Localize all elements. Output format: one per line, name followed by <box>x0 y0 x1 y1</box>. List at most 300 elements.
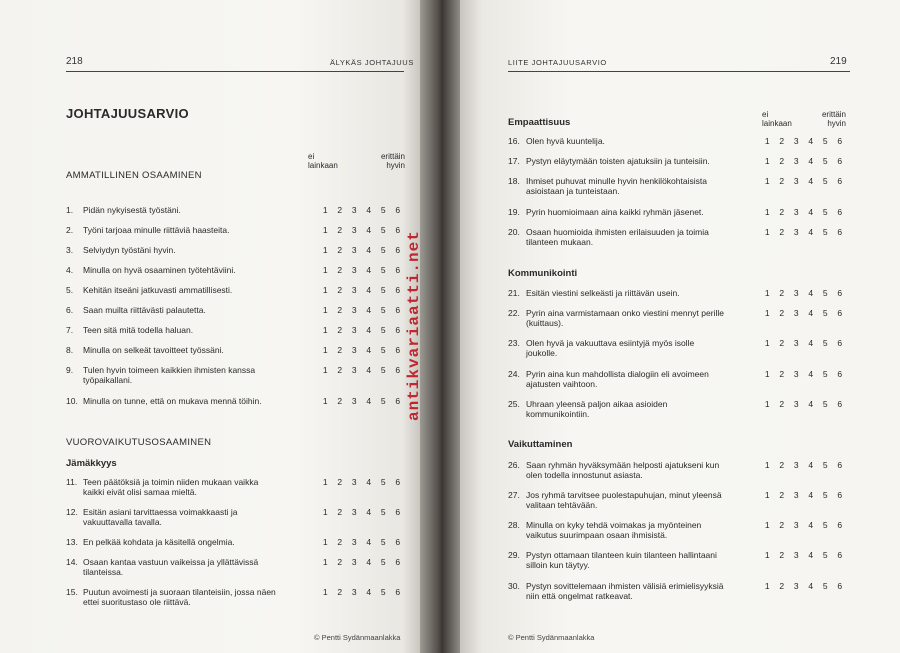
rating-option[interactable]: 3 <box>351 477 357 487</box>
rating-option[interactable]: 2 <box>337 325 343 335</box>
rating-option[interactable]: 3 <box>351 285 357 295</box>
subsection-heading: Jämäkkyys <box>66 458 117 469</box>
rating-option[interactable]: 5 <box>822 136 828 146</box>
rating-option[interactable]: 3 <box>351 265 357 275</box>
rating-option[interactable]: 6 <box>837 176 843 186</box>
rating-option[interactable]: 2 <box>779 207 785 217</box>
rating-option[interactable]: 5 <box>822 207 828 217</box>
question-text-line: Ihmiset puhuvat minulle hyvin henkilökohtaisista <box>526 176 707 186</box>
rating-option[interactable]: 1 <box>322 325 328 335</box>
rating-option[interactable]: 6 <box>837 369 843 379</box>
rating-option[interactable]: 5 <box>822 176 828 186</box>
rating-option[interactable]: 4 <box>808 227 814 237</box>
rating-option[interactable]: 4 <box>808 369 814 379</box>
rating-option[interactable]: 5 <box>822 308 828 318</box>
rating-option[interactable]: 5 <box>380 507 386 517</box>
question-number: 5. <box>66 285 74 295</box>
rating-option[interactable]: 5 <box>822 490 828 500</box>
rating-option[interactable]: 4 <box>366 325 372 335</box>
rating-option[interactable]: 2 <box>779 227 785 237</box>
rating-option[interactable]: 5 <box>822 399 828 409</box>
question-row <box>66 397 406 407</box>
question-number: 24. <box>508 369 520 379</box>
running-head-left: ÄLYKÄS JOHTAJUUS <box>330 58 414 67</box>
question-text <box>83 226 229 236</box>
rating-option[interactable]: 3 <box>793 176 799 186</box>
rating-option[interactable]: 5 <box>380 325 386 335</box>
rating-option[interactable]: 2 <box>779 550 785 560</box>
page-title: JOHTAJUUSARVIO <box>66 106 189 121</box>
watermark-stamp: antikvariaatti.net <box>405 230 423 421</box>
question-row <box>508 177 853 197</box>
question-text-line: Olen hyvä ja vakuuttava esiintyjä myös isolle <box>526 338 695 348</box>
rating-option[interactable]: 3 <box>351 587 357 597</box>
question-text-line: Selviydyn työstäni hyvin. <box>83 245 176 255</box>
rating-option[interactable]: 5 <box>822 288 828 298</box>
rating-option[interactable]: 6 <box>395 396 401 406</box>
rating-option[interactable]: 2 <box>779 136 785 146</box>
rating-scale[interactable] <box>318 246 405 256</box>
rating-scale[interactable] <box>760 339 847 349</box>
question-text-line: Minulla on kyky tehdä voimakas ja myönteinen <box>526 520 702 530</box>
rating-option[interactable]: 6 <box>395 477 401 487</box>
rating-option[interactable]: 3 <box>351 345 357 355</box>
rating-scale[interactable] <box>318 478 405 488</box>
rating-option[interactable]: 1 <box>322 305 328 315</box>
rating-option[interactable]: 5 <box>380 245 386 255</box>
rating-scale[interactable] <box>760 157 847 167</box>
question-text-line: Teen sitä mitä todella haluan. <box>83 325 194 335</box>
rating-option[interactable]: 1 <box>322 225 328 235</box>
question-text <box>83 246 176 256</box>
rating-scale[interactable] <box>318 306 405 316</box>
question-row <box>508 491 853 511</box>
rating-option[interactable]: 5 <box>822 227 828 237</box>
question-text-line: Pyrin huomioimaan aina kaikki ryhmän jäsenet. <box>526 207 704 217</box>
question-row <box>508 309 853 329</box>
rating-option[interactable]: 3 <box>793 308 799 318</box>
rating-option[interactable]: 4 <box>366 396 372 406</box>
rating-option[interactable]: 1 <box>322 396 328 406</box>
rating-option[interactable]: 3 <box>793 581 799 591</box>
question-text-line: Esitän asiani tarvittaessa voimakkaasti ja <box>83 507 238 517</box>
question-text-line: silloin kun täytyy. <box>526 559 590 570</box>
rating-option[interactable]: 2 <box>779 176 785 186</box>
rating-option[interactable]: 5 <box>380 477 386 487</box>
scale-high-label: erittäin hyvin <box>380 152 405 170</box>
rating-option[interactable]: 1 <box>322 265 328 275</box>
rating-option[interactable]: 3 <box>351 365 357 375</box>
left-page <box>0 0 420 653</box>
rating-option[interactable]: 3 <box>793 207 799 217</box>
rating-option[interactable]: 5 <box>380 557 386 567</box>
rating-scale[interactable] <box>318 286 405 296</box>
rating-option[interactable]: 2 <box>779 369 785 379</box>
rating-option[interactable]: 4 <box>808 490 814 500</box>
rating-option[interactable]: 2 <box>779 581 785 591</box>
rating-option[interactable]: 2 <box>779 460 785 470</box>
question-text <box>526 208 704 218</box>
rating-option[interactable]: 3 <box>351 537 357 547</box>
rating-option[interactable]: 3 <box>351 205 357 215</box>
question-number: 29. <box>508 550 520 560</box>
rating-option[interactable]: 4 <box>808 460 814 470</box>
question-text-line: Pystyn eläytymään toisten ajatuksiin ja tunteisiin. <box>526 156 710 166</box>
rating-option[interactable]: 6 <box>395 537 401 547</box>
question-text-line: Pystyn sovittelemaan ihmisten välisiä erimielisyyksiä <box>526 581 724 591</box>
question-text <box>83 538 235 548</box>
rating-option[interactable]: 1 <box>322 587 328 597</box>
question-text-line: Pyrin aina varmistamaan onko viestini mennyt perille <box>526 308 724 318</box>
rating-option[interactable]: 1 <box>322 477 328 487</box>
rating-option[interactable]: 6 <box>395 345 401 355</box>
rating-option[interactable]: 6 <box>395 245 401 255</box>
rating-option[interactable]: 4 <box>366 507 372 517</box>
question-text-line: tilanteen mukaan. <box>526 236 594 247</box>
question-row <box>508 461 853 481</box>
rating-option[interactable]: 1 <box>764 460 770 470</box>
question-row <box>66 286 406 296</box>
rating-option[interactable]: 2 <box>779 338 785 348</box>
question-row <box>66 306 406 316</box>
question-text-line: kommunikointiin. <box>526 408 590 419</box>
rating-option[interactable]: 6 <box>395 325 401 335</box>
question-text-line: Osaan huomioida ihmisten erilaisuuden ja toimia <box>526 227 709 237</box>
question-number: 8. <box>66 345 74 355</box>
rating-option[interactable]: 4 <box>366 537 372 547</box>
question-row <box>66 206 406 216</box>
question-row <box>508 228 853 248</box>
rating-option[interactable]: 3 <box>793 460 799 470</box>
rating-option[interactable]: 6 <box>837 308 843 318</box>
rating-option[interactable]: 4 <box>366 365 372 375</box>
rating-option[interactable]: 6 <box>837 581 843 591</box>
question-text-line: Tulen hyvin toimeen kaikkien ihmisten kanssa <box>83 365 256 375</box>
question-row <box>66 558 406 578</box>
rating-option[interactable]: 4 <box>808 550 814 560</box>
rating-option[interactable]: 3 <box>793 490 799 500</box>
question-number: 23. <box>508 338 520 348</box>
rating-scale[interactable] <box>760 208 847 218</box>
rating-option[interactable]: 6 <box>837 490 843 500</box>
rating-option[interactable]: 2 <box>337 557 343 567</box>
rating-scale[interactable] <box>318 508 405 518</box>
question-text <box>83 206 181 216</box>
rating-option[interactable]: 5 <box>380 365 386 375</box>
rating-option[interactable]: 1 <box>764 369 770 379</box>
rating-option[interactable]: 4 <box>808 176 814 186</box>
rating-option[interactable]: 3 <box>351 557 357 567</box>
question-text-line: Minulla on hyvä osaaminen työtehtäviini. <box>83 265 236 275</box>
rating-option[interactable]: 5 <box>822 338 828 348</box>
rating-scale[interactable] <box>318 226 405 236</box>
rating-option[interactable]: 6 <box>837 156 843 166</box>
rating-option[interactable]: 6 <box>395 557 401 567</box>
question-text-line: Kehitän itseäni jatkuvasti ammatillisesti. <box>83 285 233 295</box>
rating-option[interactable]: 3 <box>351 325 357 335</box>
rating-option[interactable]: 2 <box>779 156 785 166</box>
rating-option[interactable]: 6 <box>837 288 843 298</box>
rating-option[interactable]: 4 <box>366 345 372 355</box>
rating-option[interactable]: 6 <box>395 265 401 275</box>
question-text-line: Esitän viestini selkeästi ja riittävän usein. <box>526 288 680 298</box>
question-text-line: kaikki eivät olisi samaa mieltä. <box>83 486 197 497</box>
rating-option[interactable]: 6 <box>395 285 401 295</box>
rating-option[interactable]: 4 <box>808 156 814 166</box>
question-row <box>66 538 406 548</box>
rating-option[interactable]: 1 <box>322 537 328 547</box>
rating-option[interactable]: 1 <box>764 136 770 146</box>
rating-option[interactable]: 5 <box>380 537 386 547</box>
rating-option[interactable]: 2 <box>337 285 343 295</box>
rating-option[interactable]: 5 <box>380 225 386 235</box>
rating-option[interactable]: 3 <box>351 396 357 406</box>
rating-option[interactable]: 1 <box>322 205 328 215</box>
rating-option[interactable]: 2 <box>779 288 785 298</box>
question-text <box>83 266 236 276</box>
question-number: 12. <box>66 507 78 517</box>
rating-scale[interactable] <box>318 366 405 376</box>
question-text <box>83 286 232 296</box>
rating-option[interactable]: 1 <box>322 365 328 375</box>
rating-option[interactable]: 1 <box>764 520 770 530</box>
rating-option[interactable]: 5 <box>822 581 828 591</box>
rating-option[interactable]: 4 <box>808 581 814 591</box>
rating-option[interactable]: 1 <box>764 581 770 591</box>
rating-option[interactable]: 1 <box>322 285 328 295</box>
question-number: 6. <box>66 305 74 315</box>
rating-option[interactable]: 5 <box>822 460 828 470</box>
rating-option[interactable]: 1 <box>764 156 770 166</box>
question-text-line: valitaan tehtävään. <box>526 499 598 510</box>
question-text <box>526 289 680 299</box>
rating-option[interactable]: 5 <box>380 285 386 295</box>
rating-option[interactable]: 5 <box>380 305 386 315</box>
rating-option[interactable]: 4 <box>366 557 372 567</box>
rating-scale[interactable] <box>760 521 847 531</box>
question-number: 17. <box>508 156 520 166</box>
rating-option[interactable]: 5 <box>822 156 828 166</box>
question-text <box>83 306 206 316</box>
question-number: 30. <box>508 581 520 591</box>
rating-option[interactable]: 3 <box>793 288 799 298</box>
rating-option[interactable]: 6 <box>837 550 843 560</box>
question-text-line: olen todella innostunut asiasta. <box>526 469 643 480</box>
rating-option[interactable]: 2 <box>779 308 785 318</box>
rating-option[interactable]: 1 <box>764 288 770 298</box>
rating-option[interactable]: 6 <box>837 338 843 348</box>
rating-option[interactable]: 6 <box>837 520 843 530</box>
rating-option[interactable]: 6 <box>837 460 843 470</box>
rating-scale[interactable] <box>760 491 847 501</box>
copyright-text: © Pentti Sydänmaanlakka <box>314 633 401 642</box>
rating-option[interactable]: 3 <box>793 369 799 379</box>
rating-option[interactable]: 4 <box>808 308 814 318</box>
rating-option[interactable]: 4 <box>808 338 814 348</box>
rating-option[interactable]: 4 <box>366 245 372 255</box>
question-number: 28. <box>508 520 520 530</box>
rating-option[interactable]: 1 <box>322 507 328 517</box>
question-number: 14. <box>66 557 78 567</box>
rating-option[interactable]: 2 <box>337 205 343 215</box>
rating-option[interactable]: 6 <box>837 207 843 217</box>
rating-option[interactable]: 5 <box>822 520 828 530</box>
rating-scale[interactable] <box>760 582 847 592</box>
rating-option[interactable]: 6 <box>837 399 843 409</box>
question-text <box>526 461 719 480</box>
rating-option[interactable]: 5 <box>380 265 386 275</box>
right-page <box>460 0 900 653</box>
question-number: 4. <box>66 265 74 275</box>
question-text-line: Saan muilta riittävästi palautetta. <box>83 305 206 315</box>
rating-option[interactable]: 2 <box>337 537 343 547</box>
rating-scale[interactable] <box>760 137 847 147</box>
rating-option[interactable]: 6 <box>395 205 401 215</box>
rating-scale[interactable] <box>760 289 847 299</box>
rating-option[interactable]: 5 <box>822 369 828 379</box>
rating-scale[interactable] <box>760 370 847 380</box>
question-text-line: Olen hyvä kuuntelija. <box>526 136 605 146</box>
question-text-line: vakuuttavalla tavalla. <box>83 516 162 527</box>
rating-option[interactable]: 3 <box>793 399 799 409</box>
rating-option[interactable]: 1 <box>322 557 328 567</box>
rating-option[interactable]: 2 <box>337 225 343 235</box>
rating-option[interactable]: 6 <box>837 136 843 146</box>
rating-option[interactable]: 2 <box>337 265 343 275</box>
rating-option[interactable]: 3 <box>793 520 799 530</box>
rating-option[interactable]: 1 <box>764 399 770 409</box>
question-number: 7. <box>66 325 74 335</box>
rating-option[interactable]: 4 <box>366 305 372 315</box>
question-text-line: työpaikallani. <box>83 374 133 385</box>
rating-option[interactable]: 4 <box>366 205 372 215</box>
rating-option[interactable]: 2 <box>337 507 343 517</box>
rating-scale[interactable] <box>760 400 847 410</box>
question-text <box>526 157 710 167</box>
question-number: 2. <box>66 225 74 235</box>
running-head-right: LIITE JOHTAJUUSARVIO <box>508 58 607 67</box>
rating-scale[interactable] <box>760 177 847 187</box>
rating-option[interactable]: 2 <box>779 520 785 530</box>
rating-option[interactable]: 6 <box>837 227 843 237</box>
rating-option[interactable]: 1 <box>764 176 770 186</box>
section-heading: AMMATILLINEN OSAAMINEN <box>66 170 202 181</box>
rating-scale[interactable] <box>318 266 405 276</box>
rating-scale[interactable] <box>760 461 847 471</box>
question-text-line: tilanteissa. <box>83 566 124 577</box>
rating-option[interactable]: 4 <box>366 477 372 487</box>
rating-option[interactable]: 1 <box>322 345 328 355</box>
rating-option[interactable]: 4 <box>808 399 814 409</box>
question-text-line: Pyrin aina kun mahdollista dialogiin eli avoimeen <box>526 369 709 379</box>
question-row <box>66 326 406 336</box>
rating-option[interactable]: 1 <box>322 245 328 255</box>
question-row <box>66 588 406 608</box>
question-row <box>66 246 406 256</box>
question-number: 11. <box>66 477 78 487</box>
rating-scale[interactable] <box>318 397 405 407</box>
rating-option[interactable]: 2 <box>337 305 343 315</box>
rating-scale[interactable] <box>318 558 405 568</box>
rating-option[interactable]: 3 <box>793 550 799 560</box>
rating-option[interactable]: 4 <box>808 207 814 217</box>
question-number: 22. <box>508 308 520 318</box>
rating-option[interactable]: 2 <box>337 396 343 406</box>
rating-option[interactable]: 6 <box>395 365 401 375</box>
scale-low-label: ei lainkaan <box>762 110 792 128</box>
rating-option[interactable]: 5 <box>380 587 386 597</box>
rating-option[interactable]: 3 <box>351 305 357 315</box>
rating-option[interactable]: 4 <box>808 136 814 146</box>
rating-option[interactable]: 3 <box>351 245 357 255</box>
question-text-line: Työni tarjoaa minulle riittäviä haasteita. <box>83 225 230 235</box>
rating-option[interactable]: 4 <box>366 587 372 597</box>
rating-option[interactable]: 6 <box>395 587 401 597</box>
rating-scale[interactable] <box>318 588 405 598</box>
rating-option[interactable]: 1 <box>764 490 770 500</box>
rating-option[interactable]: 5 <box>822 550 828 560</box>
rating-option[interactable]: 4 <box>808 520 814 530</box>
rating-option[interactable]: 2 <box>337 245 343 255</box>
rating-option[interactable]: 1 <box>764 308 770 318</box>
rating-option[interactable]: 3 <box>793 338 799 348</box>
rating-option[interactable]: 4 <box>366 285 372 295</box>
question-text-line: Pidän nykyisestä työstäni. <box>83 205 181 215</box>
question-text-line: Minulla on tunne, että on mukava mennä töihin. <box>83 396 262 406</box>
rating-scale[interactable] <box>760 309 847 319</box>
rating-option[interactable]: 4 <box>366 225 372 235</box>
rating-option[interactable]: 3 <box>351 507 357 517</box>
rating-option[interactable]: 2 <box>337 345 343 355</box>
rating-option[interactable]: 2 <box>779 399 785 409</box>
rating-scale[interactable] <box>318 326 405 336</box>
rating-option[interactable]: 2 <box>779 490 785 500</box>
rating-option[interactable]: 5 <box>380 345 386 355</box>
rating-option[interactable]: 2 <box>337 587 343 597</box>
rating-option[interactable]: 1 <box>764 338 770 348</box>
rating-scale[interactable] <box>760 551 847 561</box>
question-text-line: ettei suoritustaso ole riittävä. <box>83 596 191 607</box>
question-text-line: (kuittaus). <box>526 317 564 328</box>
rating-scale[interactable] <box>318 538 405 548</box>
rating-option[interactable]: 4 <box>808 288 814 298</box>
question-text <box>83 366 255 385</box>
question-number: 16. <box>508 136 520 146</box>
rating-option[interactable]: 6 <box>395 507 401 517</box>
rating-option[interactable]: 3 <box>793 227 799 237</box>
rating-option[interactable]: 4 <box>366 265 372 275</box>
scale-low-label: ei lainkaan <box>308 152 338 170</box>
rating-option[interactable]: 3 <box>793 156 799 166</box>
rating-option[interactable]: 2 <box>337 365 343 375</box>
question-row <box>508 137 853 147</box>
rating-option[interactable]: 1 <box>764 227 770 237</box>
rating-option[interactable]: 2 <box>337 477 343 487</box>
rating-option[interactable]: 5 <box>380 205 386 215</box>
rating-scale[interactable] <box>318 206 405 216</box>
rating-option[interactable]: 1 <box>764 207 770 217</box>
rating-option[interactable]: 3 <box>351 225 357 235</box>
rating-scale[interactable] <box>760 228 847 238</box>
rating-option[interactable]: 6 <box>395 305 401 315</box>
rating-option[interactable]: 6 <box>395 225 401 235</box>
rating-option[interactable]: 1 <box>764 550 770 560</box>
rating-option[interactable]: 3 <box>793 136 799 146</box>
page-number-right: 219 <box>830 56 847 67</box>
rating-scale[interactable] <box>318 346 405 356</box>
rating-option[interactable]: 5 <box>380 396 386 406</box>
question-number: 19. <box>508 207 520 217</box>
